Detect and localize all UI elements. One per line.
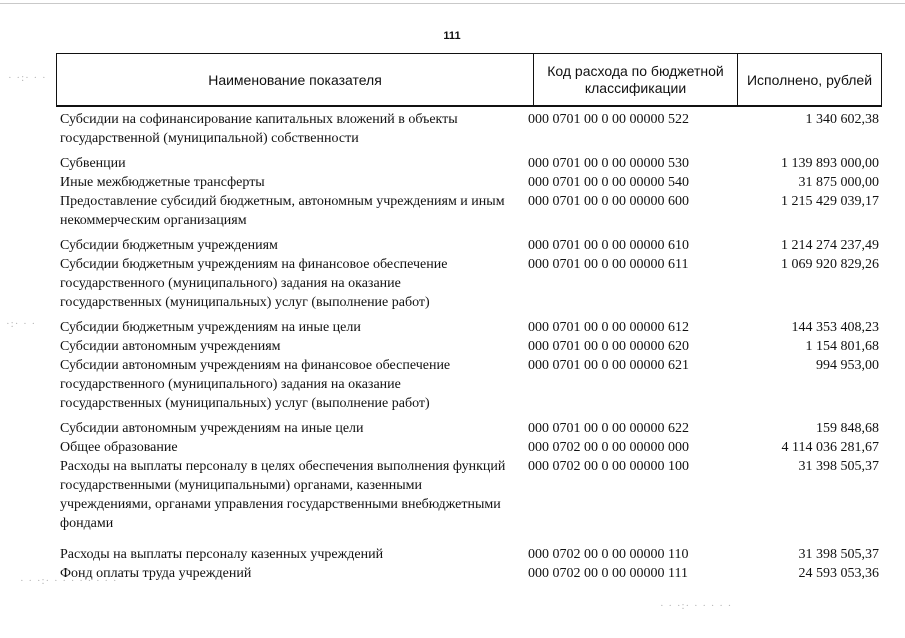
- row-name: Расходы на выплаты персоналу в целях обеспечения выполнения функций государственными (муниципальными) органами, казенными учреждениями, органами управления государственными внебюджетными фондами: [60, 459, 506, 531]
- table-row: [60, 419, 882, 438]
- scan-noise: ·:· · ·: [6, 318, 37, 330]
- table-row: [60, 356, 882, 413]
- table-row: [60, 236, 882, 255]
- row-code: 000 0702 00 0 00 00000 110: [528, 547, 689, 562]
- page-number: 111: [443, 30, 461, 42]
- row-amount: 31 398 505,37: [798, 459, 879, 474]
- header-name: Наименование показателя: [57, 54, 534, 106]
- row-amount: 1 340 602,38: [805, 112, 879, 127]
- table-row: [60, 545, 882, 564]
- row-amount: 994 953,00: [816, 358, 879, 373]
- row-code: 000 0702 00 0 00 00000 000: [528, 440, 689, 455]
- row-code: 000 0701 00 0 00 00000 621: [528, 358, 689, 373]
- row-name: Субвенции: [60, 156, 126, 171]
- row-amount: 1 215 429 039,17: [781, 194, 879, 209]
- table-row: [60, 110, 882, 148]
- table-row: [60, 564, 882, 583]
- row-amount: 144 353 408,23: [791, 320, 879, 335]
- row-name: Фонд оплаты труда учреждений: [60, 566, 252, 581]
- row-amount: 1 139 893 000,00: [781, 156, 879, 171]
- row-name: Субсидии бюджетным учреждениям на иные цели: [60, 320, 361, 335]
- row-name: Общее образование: [60, 440, 178, 455]
- table-row: [60, 457, 882, 533]
- table-row: [60, 173, 882, 192]
- table-row: [60, 255, 882, 312]
- row-amount: 4 114 036 281,67: [781, 440, 879, 455]
- row-name: Расходы на выплаты персоналу казенных учреждений: [60, 547, 384, 562]
- row-name: Иные межбюджетные трансферты: [60, 175, 265, 190]
- row-amount: 1 214 274 237,49: [781, 238, 879, 253]
- table-row: [60, 192, 882, 230]
- header-code: Код расхода по бюджетной классификации: [534, 54, 738, 106]
- row-code: 000 0701 00 0 00 00000 612: [528, 320, 689, 335]
- row-code: 000 0701 00 0 00 00000 522: [528, 112, 689, 127]
- row-code: 000 0701 00 0 00 00000 540: [528, 175, 689, 190]
- row-name: Субсидии автономным учреждениям на финансовое обеспечение государственного (муниципального) задания на оказание государственных (муниципальных) услуг (выполнение работ): [60, 358, 451, 411]
- table-row: [60, 337, 882, 356]
- row-amount: 24 593 053,36: [798, 566, 879, 581]
- row-amount: 159 848,68: [816, 421, 879, 436]
- row-amount: 31 875 000,00: [798, 175, 879, 190]
- row-amount: 31 398 505,37: [798, 547, 879, 562]
- row-name: Субсидии автономным учреждениям: [60, 339, 281, 354]
- row-code: 000 0701 00 0 00 00000 610: [528, 238, 689, 253]
- row-name: Предоставление субсидий бюджетным, автономным учреждениям и иным некоммерческим организациям: [60, 194, 505, 228]
- row-code: 000 0701 00 0 00 00000 622: [528, 421, 689, 436]
- top-edge-line: [0, 3, 905, 4]
- row-code: 000 0701 00 0 00 00000 620: [528, 339, 689, 354]
- scan-noise: · · ·:· · · · · · · · ·: [20, 575, 118, 587]
- table-body: [60, 110, 882, 583]
- scan-noise: · · ·:· · · · · ·: [660, 600, 733, 612]
- table-row: [60, 154, 882, 173]
- scan-noise: · ·:· · ·: [8, 72, 47, 84]
- row-amount: 1 154 801,68: [805, 339, 879, 354]
- row-name: Субсидии на софинансирование капитальных вложений в объекты государственной (муниципальной) собственности: [60, 112, 458, 146]
- row-amount: 1 069 920 829,26: [781, 257, 879, 272]
- table-header: [56, 53, 882, 107]
- row-name: Субсидии автономным учреждениям на иные цели: [60, 421, 364, 436]
- row-code: 000 0702 00 0 00 00000 100: [528, 459, 689, 474]
- row-code: 000 0701 00 0 00 00000 600: [528, 194, 689, 209]
- table-row: [60, 438, 882, 457]
- row-code: 000 0701 00 0 00 00000 530: [528, 156, 689, 171]
- row-code: 000 0701 00 0 00 00000 611: [528, 257, 689, 272]
- table-row: [60, 318, 882, 337]
- row-name: Субсидии бюджетным учреждениям: [60, 238, 278, 253]
- row-name: Субсидии бюджетным учреждениям на финансовое обеспечение государственного (муниципального) задания на оказание государственных (муниципальных) услуг (выполнение работ): [60, 257, 448, 310]
- header-amount: Исполнено, рублей: [746, 71, 873, 88]
- row-code: 000 0702 00 0 00 00000 111: [528, 566, 688, 581]
